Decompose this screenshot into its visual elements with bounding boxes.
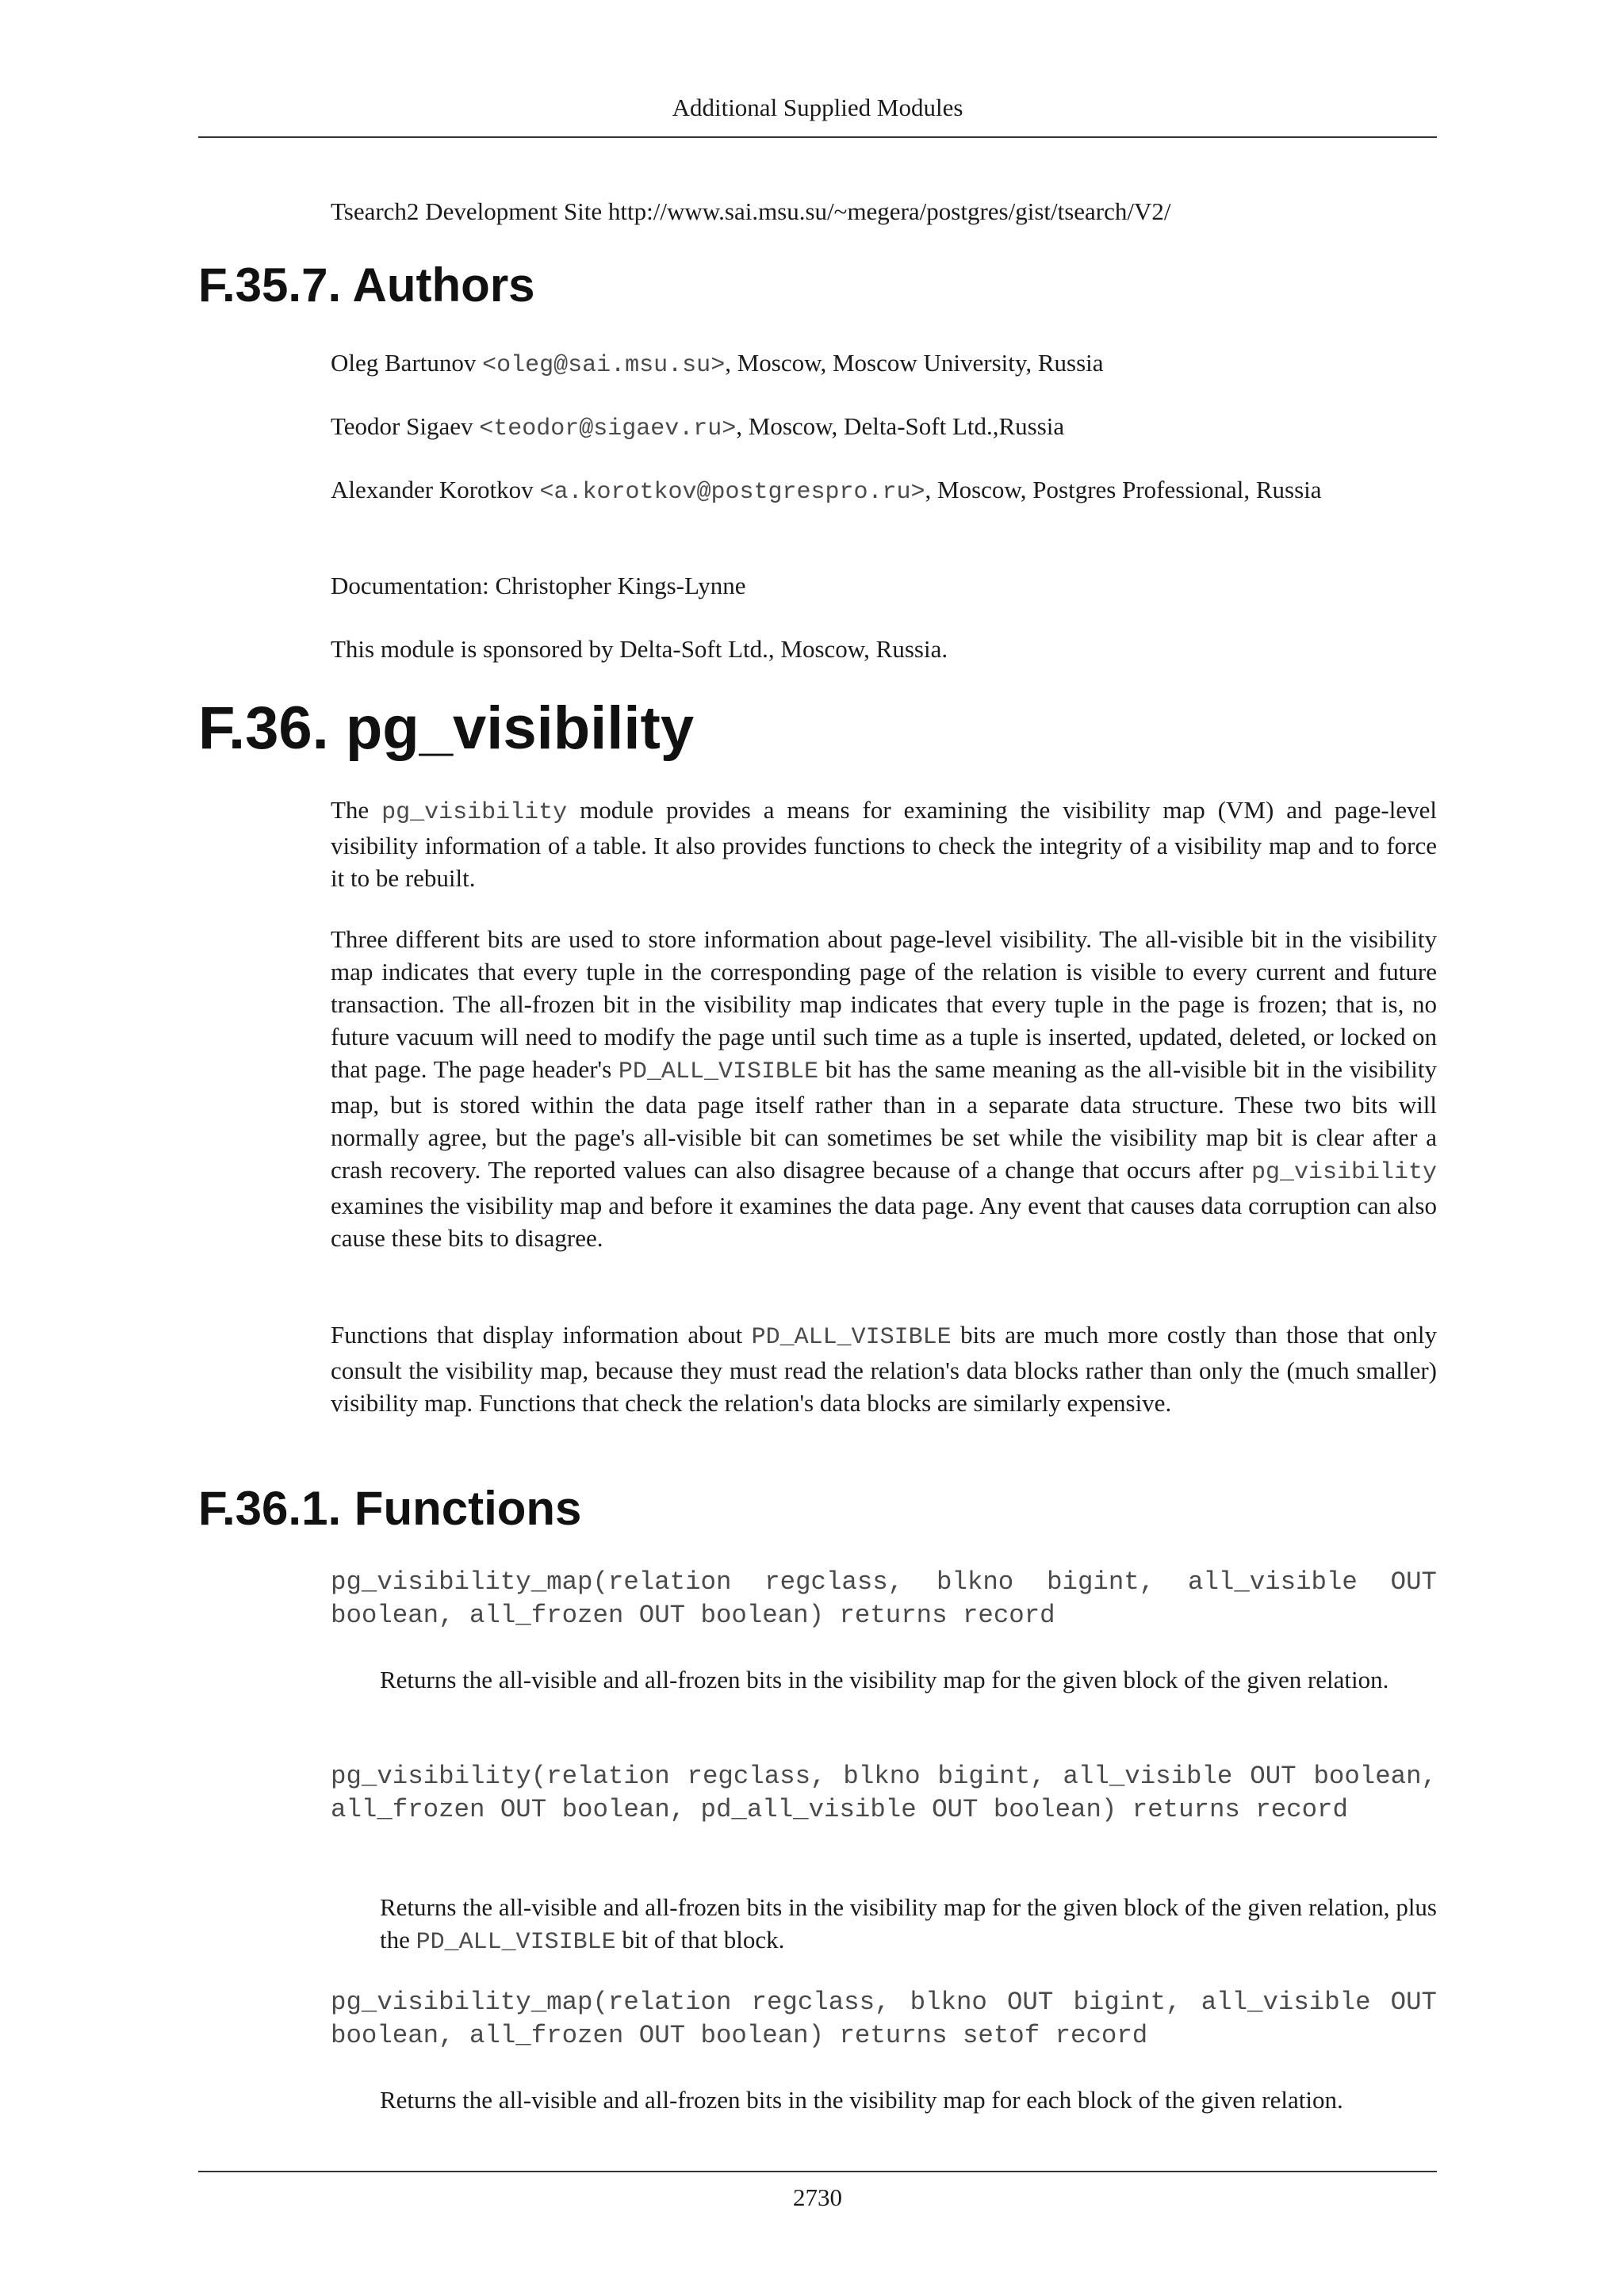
authors-heading: F.35.7. Authors: [198, 258, 535, 312]
intro-paragraph: The pg_visibility module provides a means for examining the visibility map (VM) and page-level visibility information of a table. It also provides functions to check the integrity of a visibility map and to force it to be rebuilt.: [331, 796, 1437, 892]
footer-rule: [198, 2171, 1437, 2172]
function-signature: pg_visibility(relation regclass, blkno bigint, all_visible OUT boolean, all_frozen OUT boolean, pd_all_visible OUT boolean) returns record: [331, 1762, 1437, 1824]
code-literal: PD_ALL_VISIBLE: [751, 1324, 952, 1351]
visibility-bits-paragraph: Three different bits are used to store information about page-level visibility. The all-visible bit in the visibility map indicates that every tuple in the corresponding page of the relation is visible to every current and future transaction. The all-frozen bit in the visibility map indicates that every tuple in the page is frozen; that is, no future vacuum will need to modify the page until such time as a tuple is inserted, updated, deleted, or locked on that page. The page header's PD_ALL_VISIBLE bit has the same meaning as the all-visible bit in the visibility map, but is stored within the data page itself rather than in a separate data structure. These two bits will normally agree, but the page's all-visible bit can sometimes be set while the visibility map bit is clear after a crash recovery. The reported values can also disagree because of a change that occurs after pg_visibility examines the visibility map and before it examines the data page. Any event that causes data corruption can also cause these bits to disagree.: [331, 925, 1437, 1252]
author-line: Teodor Sigaev <teodor@sigaev.ru>, Moscow, Delta-Soft Ltd.,Russia: [331, 412, 1065, 442]
page-number: 2730: [793, 2183, 842, 2211]
code-literal: pg_visibility: [1251, 1159, 1437, 1186]
documentation-credit: Documentation: Christopher Kings-Lynne: [331, 572, 746, 599]
code-literal: pg_visibility: [381, 799, 568, 826]
header-rule: [198, 136, 1437, 138]
function-description: Returns the all-visible and all-frozen bits in the visibility map for the given block of the given relation, plus the PD_ALL_VISIBLE bit of that block.: [380, 1893, 1437, 1956]
author-line: Oleg Bartunov <oleg@sai.msu.su>, Moscow, Moscow University, Russia: [331, 349, 1104, 379]
author-email[interactable]: <oleg@sai.msu.su>: [482, 352, 726, 379]
author-line: Alexander Korotkov <a.korotkov@postgrespro.ru>, Moscow, Postgres Professional, Russia: [331, 476, 1322, 506]
code-literal: PD_ALL_VISIBLE: [416, 1929, 616, 1956]
pg-visibility-heading: F.36. pg_visibility: [198, 695, 695, 762]
functions-heading: F.36.1. Functions: [198, 1482, 582, 1535]
cost-paragraph: Functions that display information about PD_ALL_VISIBLE bits are much more costly than those that only consult the visibility map, because they must read the relation's data blocks rather than only the (much smaller) visibility map. Functions that check the relation's data blocks are similarly expensive.: [331, 1321, 1437, 1417]
author-email[interactable]: <teodor@sigaev.ru>: [479, 415, 737, 442]
function-description: Returns the all-visible and all-frozen bits in the visibility map for the given block of the given relation.: [380, 1666, 1389, 1693]
sponsor-note: This module is sponsored by Delta-Soft Ltd., Moscow, Russia.: [331, 635, 948, 663]
function-description: Returns the all-visible and all-frozen bits in the visibility map for each block of the given relation.: [380, 2086, 1343, 2114]
author-email[interactable]: <a.korotkov@postgrespro.ru>: [539, 479, 925, 506]
code-literal: PD_ALL_VISIBLE: [618, 1058, 818, 1085]
function-signature: pg_visibility_map(relation regclass, blkno bigint, all_visible OUT boolean, all_frozen OUT boolean) returns record: [331, 1567, 1437, 1630]
running-header: Additional Supplied Modules: [672, 94, 963, 121]
tsearch2-site-link[interactable]: Tsearch2 Development Site http://www.sai.msu.su/~megera/postgres/gist/tsearch/V2/: [331, 197, 1171, 225]
function-signature: pg_visibility_map(relation regclass, blkno OUT bigint, all_visible OUT boolean, all_frozen OUT boolean) returns setof record: [331, 1988, 1437, 2050]
